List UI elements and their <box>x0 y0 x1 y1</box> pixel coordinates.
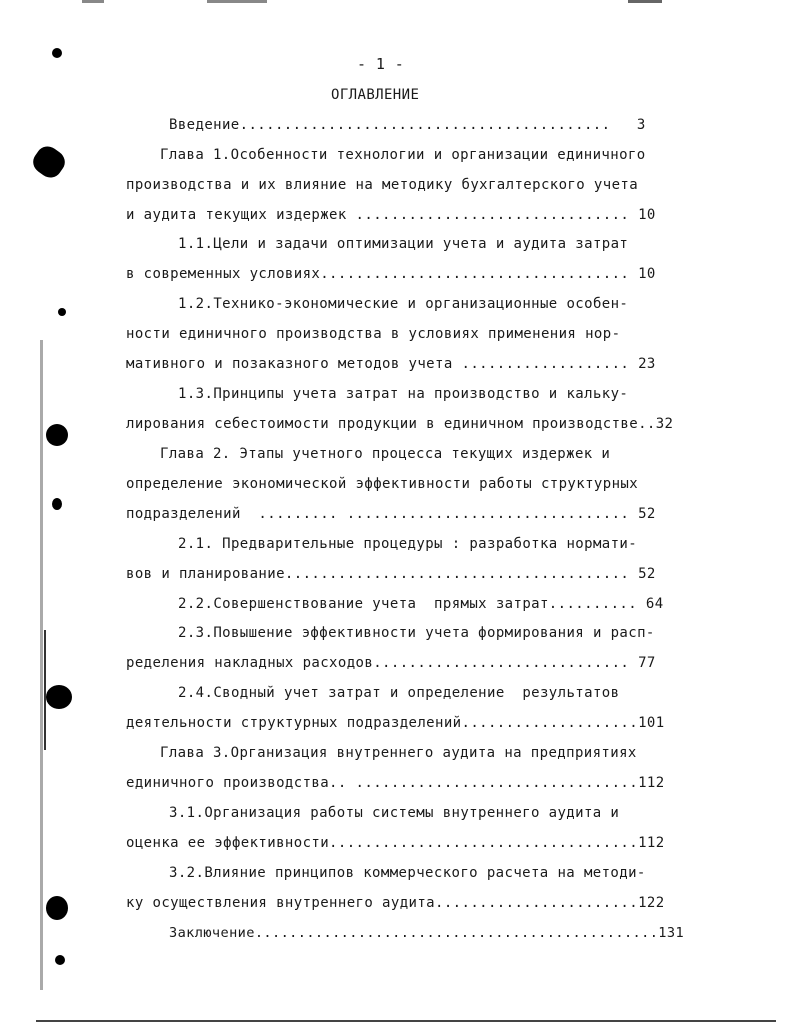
scan-edge-bottom <box>36 1020 776 1022</box>
punch-hole-mark <box>55 955 65 965</box>
toc-entry: 3.2.Влияние принципов коммерческого расчета на методи- <box>169 865 646 881</box>
toc-entry: ределения накладных расходов............................. 77 <box>126 655 656 671</box>
toc-entry: Глава 1.Особенности технологии и организации единичного <box>160 147 646 163</box>
toc-entry: определение экономической эффективности работы структурных <box>126 476 639 492</box>
punch-hole-mark <box>46 685 72 709</box>
punch-hole-mark <box>46 424 68 446</box>
scan-edge <box>40 340 43 990</box>
page-title: ОГЛАВЛЕНИЕ <box>331 87 420 103</box>
toc-entry: в современных условиях................................... 10 <box>126 266 656 282</box>
punch-hole-mark <box>29 142 70 182</box>
toc-entry: Заключение...............................................131 <box>169 925 685 941</box>
toc-entry: 2.1. Предварительные процедуры : разработка нормати- <box>178 536 638 552</box>
toc-entry: 2.4.Сводный учет затрат и определение результатов <box>178 685 620 701</box>
punch-hole-mark <box>52 48 62 58</box>
toc-entry: лирования себестоимости продукции в единичном производстве..32 <box>126 416 674 432</box>
toc-entry: оценка ее эффективности...................................112 <box>126 835 665 851</box>
scan-mark <box>82 0 104 3</box>
toc-entry: 2.3.Повышение эффективности учета формирования и расп- <box>178 625 655 641</box>
toc-entry: деятельности структурных подразделений....................101 <box>126 715 665 731</box>
toc-entry: 2.2.Совершенствование учета прямых затрат.......... 64 <box>178 596 664 612</box>
punch-hole-mark <box>46 896 68 920</box>
toc-entry: 1.2.Технико-экономические и организационные особен- <box>178 296 629 312</box>
toc-entry: 1.3.Принципы учета затрат на производство и кальку- <box>178 386 629 402</box>
toc-entry: единичного производства.. ................................112 <box>126 775 665 791</box>
toc-entry: подразделений ......... ................................ 52 <box>126 506 656 522</box>
page-number: - 1 - <box>357 55 405 73</box>
toc-entry: производства и их влияние на методику бухгалтерского учета <box>126 177 639 193</box>
toc-entry: Введение.......................................... 3 <box>169 117 646 133</box>
toc-entry: ку осуществления внутреннего аудита.......................122 <box>126 895 665 911</box>
toc-entry: и аудита текущих издержек ............................... 10 <box>126 207 656 223</box>
toc-entry: Глава 2. Этапы учетного процесса текущих издержек и <box>160 446 611 462</box>
punch-hole-mark <box>58 308 66 316</box>
toc-entry: 1.1.Цели и задачи оптимизации учета и аудита затрат <box>178 236 629 252</box>
toc-entry: ности единичного производства в условиях применения нор- <box>126 326 621 342</box>
toc-entry: 3.1.Организация работы системы внутреннего аудита и <box>169 805 620 821</box>
toc-entry: мативного и позаказного методов учета ................... 23 <box>126 356 656 372</box>
toc-entry: вов и планирование....................................... 52 <box>126 566 656 582</box>
toc-entry: Глава 3.Организация внутреннего аудита на предприятиях <box>160 745 637 761</box>
scan-mark <box>207 0 267 3</box>
scan-edge <box>44 630 46 750</box>
punch-hole-mark <box>52 498 62 510</box>
scan-mark <box>628 0 662 3</box>
